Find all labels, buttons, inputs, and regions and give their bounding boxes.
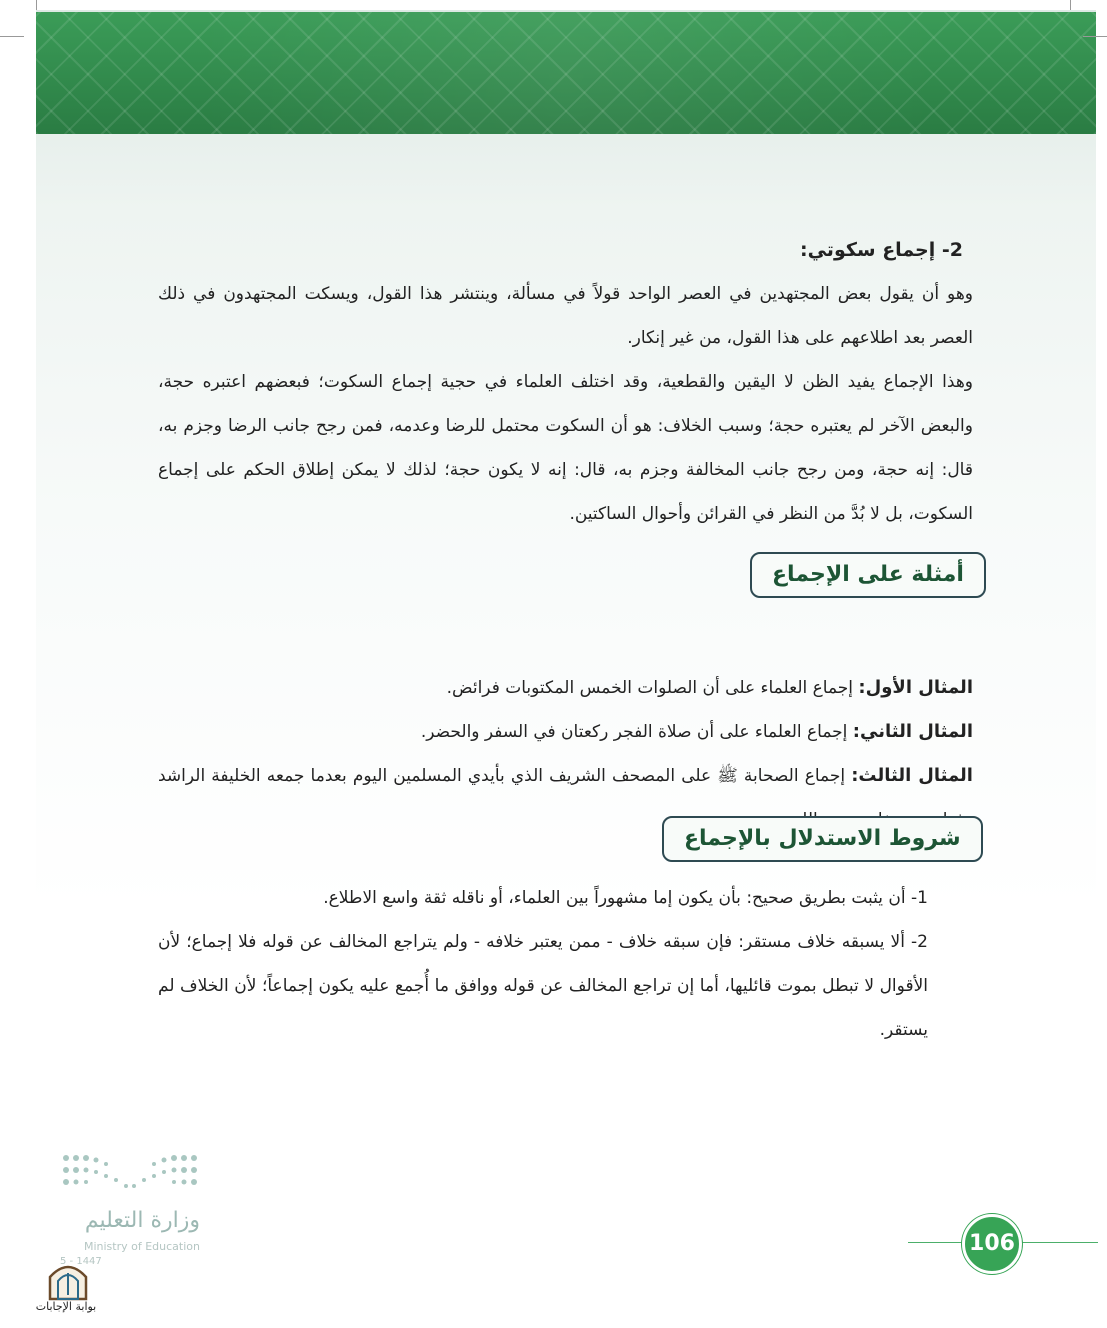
section-title-conditions: شروط الاستدلال بالإجماع <box>662 816 983 862</box>
section-title-examples: أمثلة على الإجماع <box>750 552 986 598</box>
crop-mark <box>0 36 24 37</box>
example-1 <box>158 666 973 710</box>
crop-mark <box>36 0 37 10</box>
paragraph-definition: وهو أن يقول بعض المجتهدين في العصر الواحد قولاً في مسألة، وينتشر هذا القول، ويسكت المجتهدون في ذلك العصر بعد اطلاعهم على هذا القول، من غير إنكار. <box>158 284 973 348</box>
example-2 <box>158 710 973 754</box>
example-label: المثال الثالث: <box>851 765 973 786</box>
decorative-header-band <box>36 12 1096 134</box>
example-text: إجماع الصحابة ﷺ على المصحف الشريف الذي بأيدي المسلمين اليوم بعدما جمعه الخليفة الراشد <box>158 766 846 786</box>
crop-mark <box>1083 36 1107 37</box>
conditions-list <box>158 876 928 1052</box>
page-number: 106 <box>962 1214 1022 1274</box>
main-content <box>158 228 973 842</box>
example-label: المثال الثاني: <box>852 721 973 742</box>
paragraph-ruling: وهذا الإجماع يفيد الظن لا اليقين والقطعية، وقد اختلف العلماء في حجية إجماع السكوت؛ فبعضهم اعتبره حجة، والبعض الآخر لم يعتبره حجة؛ وسبب الخلاف: هو أن السكوت محتمل للرضا وعدمه، فمن رجح جانب الرضا وجزم به، قال: إنه حجة، ومن رجح جانب المخالفة وجزم به، قال: إنه لا يكون حجة؛ لذلك لا يمكن إطلاق الحكم على إجماع السكوت، بل لا بُدَّ من النظر في القرائن وأحوال الساكتين. <box>158 372 973 524</box>
ministry-year: 5 - 1447 <box>60 1256 102 1267</box>
example-text: إجماع العلماء على أن الصلوات الخمس المكتوبات فرائض. <box>446 678 859 698</box>
section-heading-silent-consensus: 2- إجماع سكوتي: <box>799 239 963 261</box>
example-text: إجماع العلماء على أن صلاة الفجر ركعتان في السفر والحضر. <box>420 722 853 742</box>
condition-item: 2- ألا يسبقه خلاف مستقر: فإن سبقه خلاف - ممن يعتبر خلافه - ولم يتراجع المخالف عن قوله فلا إجماع؛ لأن الأقوال لا تبطل بموت قائليها، أما إن تراجع المخالف عن قوله ووافق ما أُجمع عليه يكون إجماعاً؛ لأن الخلاف لم يستقر. <box>158 932 928 1040</box>
ministry-dots-icon <box>60 1152 200 1198</box>
site-name: بوابة الإجابات <box>35 1300 97 1313</box>
ministry-logo <box>60 1152 210 1272</box>
crop-mark <box>1070 0 1071 10</box>
condition-item: 1- أن يثبت بطريق صحيح: بأن يكون إما مشهوراً بين العلماء، أو ناقله ثقة واسع الاطلاع. <box>323 888 928 908</box>
page-number-marker <box>908 1214 1098 1272</box>
example-label: المثال الأول: <box>858 677 973 698</box>
ministry-name-en: Ministry of Education <box>83 1240 200 1253</box>
ministry-name-ar: وزارة التعليم <box>84 1208 200 1233</box>
